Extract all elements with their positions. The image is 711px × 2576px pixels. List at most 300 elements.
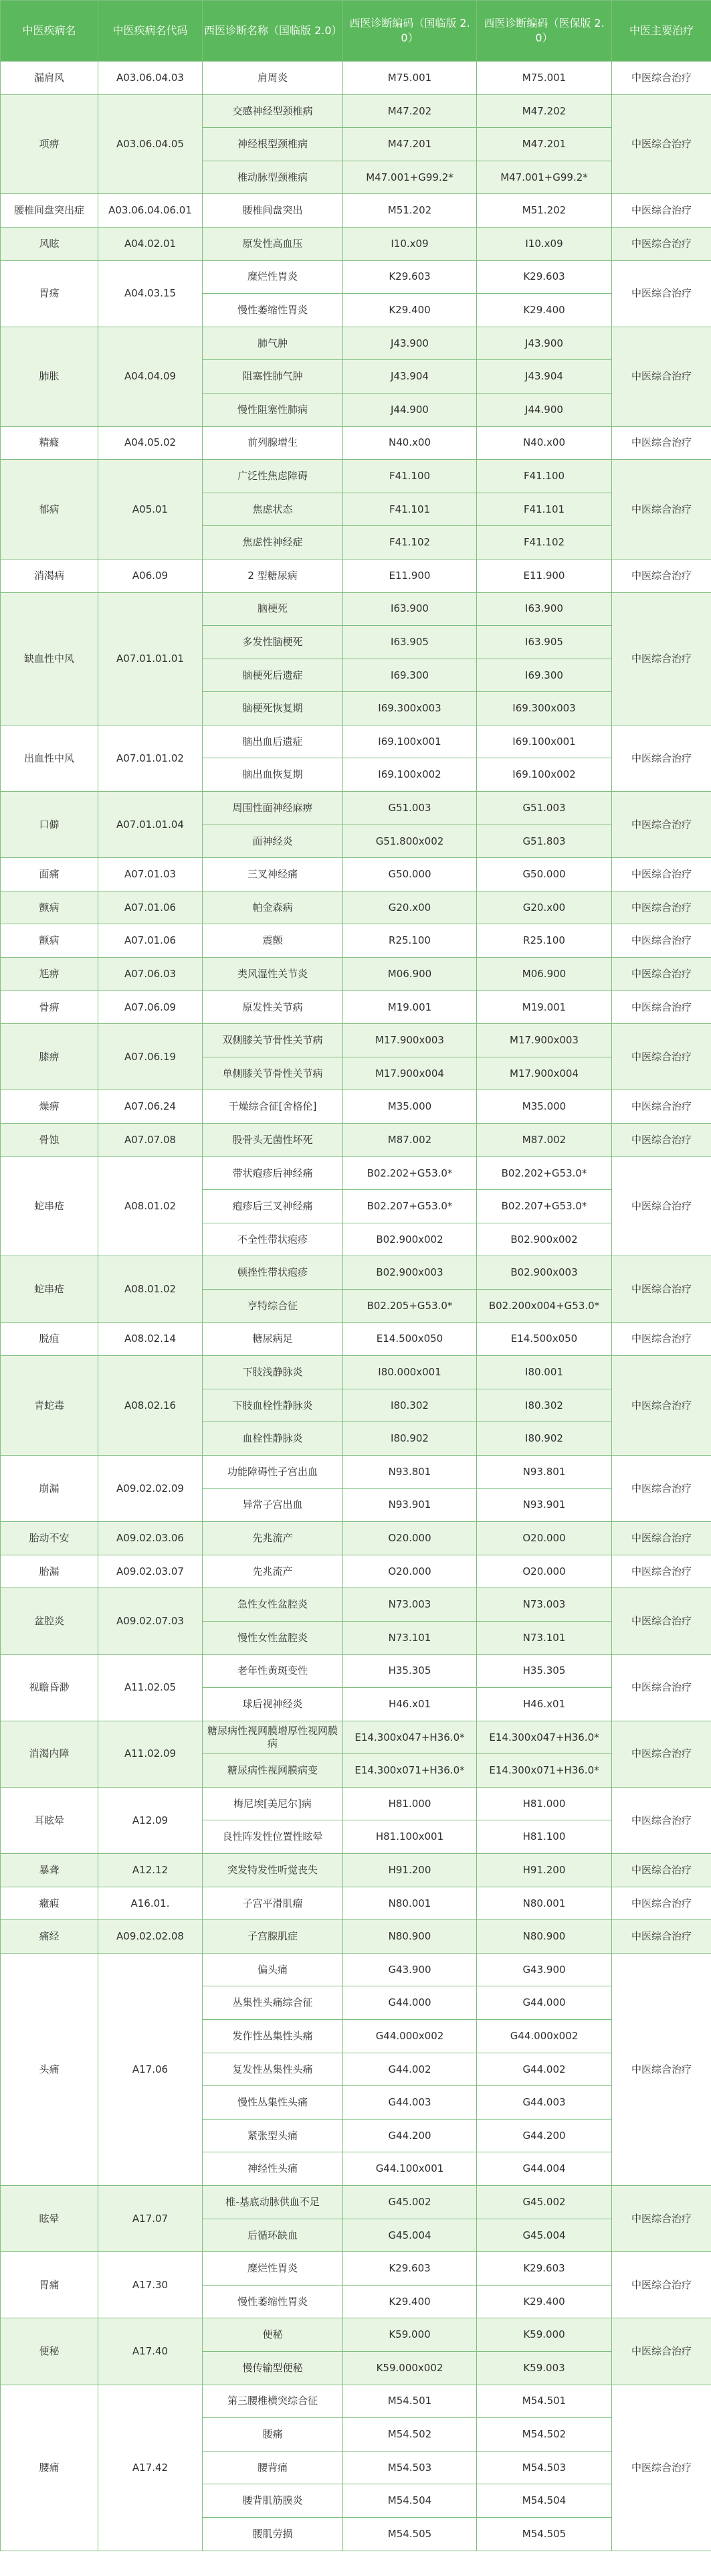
table-row — [1, 924, 711, 958]
western-diagnosis-name-cell: 梅尼埃[美尼尔]病 — [203, 1787, 343, 1820]
main-treatment-cell: 中医综合治疗 — [612, 1090, 711, 1124]
table-row — [1, 792, 711, 825]
western-code-insurance-cell: M54.505 — [477, 2517, 612, 2551]
western-code-insurance-cell: R25.100 — [477, 924, 612, 958]
western-diagnosis-name-cell: 慢性萎缩性胃炎 — [203, 294, 343, 327]
western-code-insurance-cell: I69.300 — [477, 659, 612, 692]
western-code-national-cell: I69.300 — [343, 659, 477, 692]
tcm-disease-code-cell: A17.40 — [98, 2318, 203, 2385]
tcm-disease-code-cell: A07.01.01.04 — [98, 792, 203, 858]
tcm-disease-name-cell: 青蛇毒 — [1, 1356, 98, 1456]
western-diagnosis-name-cell: 慢性萎缩性胃炎 — [203, 2285, 343, 2318]
tcm-disease-code-cell: A11.02.05 — [98, 1654, 203, 1721]
western-diagnosis-name-cell: 顿挫性带状疱疹 — [203, 1256, 343, 1290]
main-treatment-cell: 中医综合治疗 — [612, 1256, 711, 1322]
tcm-disease-name-cell: 腰痛 — [1, 2385, 98, 2551]
tcm-disease-code-cell: A07.01.06 — [98, 891, 203, 924]
western-code-insurance-cell: B02.900x003 — [477, 1256, 612, 1290]
western-diagnosis-name-cell: 不全性带状疱疹 — [203, 1223, 343, 1256]
western-code-insurance-cell: I80.302 — [477, 1389, 612, 1422]
western-code-national-cell: G51.800x002 — [343, 825, 477, 858]
tcm-disease-code-cell: A17.42 — [98, 2385, 203, 2551]
western-diagnosis-name-cell: 类风湿性关节炎 — [203, 958, 343, 991]
western-code-insurance-cell: K29.400 — [477, 2285, 612, 2318]
tcm-disease-code-cell: A04.04.09 — [98, 327, 203, 426]
main-treatment-cell: 中医综合治疗 — [612, 958, 711, 991]
western-code-insurance-cell: F41.100 — [477, 460, 612, 493]
western-code-insurance-cell: M54.501 — [477, 2385, 612, 2418]
table-header-row — [1, 1, 711, 62]
tcm-disease-name-cell: 盆腔炎 — [1, 1588, 98, 1654]
tcm-disease-name-cell: 脱疽 — [1, 1322, 98, 1356]
western-code-national-cell: N73.101 — [343, 1621, 477, 1654]
tcm-disease-code-cell: A07.06.24 — [98, 1090, 203, 1124]
table-row — [1, 426, 711, 460]
table-row — [1, 1887, 711, 1920]
tcm-disease-name-cell: 视瞻昏渺 — [1, 1654, 98, 1721]
western-code-national-cell: G43.900 — [343, 1953, 477, 1986]
western-diagnosis-name-cell: 子宫平滑肌瘤 — [203, 1887, 343, 1920]
western-diagnosis-name-cell: 下肢血栓性静脉炎 — [203, 1389, 343, 1422]
western-code-insurance-cell: M47.202 — [477, 94, 612, 128]
western-code-insurance-cell: M47.201 — [477, 128, 612, 161]
main-treatment-cell: 中医综合治疗 — [612, 260, 711, 327]
western-code-national-cell: I63.900 — [343, 592, 477, 626]
western-code-insurance-cell: K29.603 — [477, 260, 612, 294]
tcm-disease-name-cell: 痛经 — [1, 1920, 98, 1954]
table-row — [1, 592, 711, 626]
western-code-national-cell: B02.207+G53.0* — [343, 1190, 477, 1223]
western-code-insurance-cell: J43.900 — [477, 327, 612, 360]
western-code-insurance-cell: H91.200 — [477, 1854, 612, 1887]
western-code-insurance-cell: K29.603 — [477, 2252, 612, 2286]
western-code-insurance-cell: F41.101 — [477, 493, 612, 526]
western-code-insurance-cell: B02.200x004+G53.0* — [477, 1289, 612, 1322]
western-code-insurance-cell: O20.000 — [477, 1522, 612, 1555]
table-row — [1, 62, 711, 95]
main-treatment-cell: 中医综合治疗 — [612, 1356, 711, 1456]
table-row — [1, 1090, 711, 1124]
western-code-national-cell: J43.904 — [343, 360, 477, 394]
tcm-disease-name-cell: 头痛 — [1, 1953, 98, 2185]
tcm-disease-code-cell: A09.02.02.09 — [98, 1455, 203, 1521]
western-diagnosis-name-cell: 血栓性静脉炎 — [203, 1422, 343, 1456]
western-code-insurance-cell: M17.900x003 — [477, 1024, 612, 1057]
tcm-disease-code-cell: A07.06.09 — [98, 991, 203, 1024]
western-code-national-cell: F41.101 — [343, 493, 477, 526]
western-code-insurance-cell: J44.900 — [477, 393, 612, 426]
tcm-disease-name-cell: 郁病 — [1, 460, 98, 560]
western-code-national-cell: G50.000 — [343, 858, 477, 891]
header-tcm-disease-name: 中医疾病名 — [1, 1, 98, 62]
western-code-insurance-cell: G44.003 — [477, 2086, 612, 2120]
main-treatment-cell: 中医综合治疗 — [612, 94, 711, 194]
western-code-national-cell: M54.501 — [343, 2385, 477, 2418]
table-row — [1, 327, 711, 360]
western-code-national-cell: M47.001+G99.2* — [343, 161, 477, 194]
western-code-insurance-cell: K59.000 — [477, 2318, 612, 2352]
tcm-disease-code-cell: A16.01. — [98, 1887, 203, 1920]
western-diagnosis-name-cell: 原发性高血压 — [203, 227, 343, 260]
western-code-national-cell: K59.000 — [343, 2318, 477, 2352]
western-code-insurance-cell: G44.000 — [477, 1986, 612, 2020]
western-diagnosis-name-cell: 糖尿病性视网膜增厚性视网膜病 — [203, 1721, 343, 1754]
table-row — [1, 227, 711, 260]
western-code-national-cell: G44.200 — [343, 2119, 477, 2152]
table-row — [1, 559, 711, 592]
table-row — [1, 2318, 711, 2352]
western-code-insurance-cell: M87.002 — [477, 1124, 612, 1157]
western-diagnosis-name-cell: 椎动脉型颈椎病 — [203, 161, 343, 194]
western-code-national-cell: M47.201 — [343, 128, 477, 161]
western-diagnosis-name-cell: 股骨头无菌性坏死 — [203, 1124, 343, 1157]
western-code-national-cell: I80.902 — [343, 1422, 477, 1456]
table-row — [1, 1588, 711, 1622]
western-code-national-cell: G51.003 — [343, 792, 477, 825]
western-code-national-cell: H81.100x001 — [343, 1820, 477, 1854]
western-code-national-cell: N80.001 — [343, 1887, 477, 1920]
western-code-insurance-cell: B02.900x002 — [477, 1223, 612, 1256]
main-treatment-cell: 中医综合治疗 — [612, 924, 711, 958]
main-treatment-cell: 中医综合治疗 — [612, 1124, 711, 1157]
tcm-disease-code-cell: A12.09 — [98, 1787, 203, 1853]
western-diagnosis-name-cell: 2 型糖尿病 — [203, 559, 343, 592]
western-diagnosis-name-cell: 糜烂性胃炎 — [203, 2252, 343, 2286]
western-code-national-cell: M54.502 — [343, 2418, 477, 2452]
main-treatment-cell: 中医综合治疗 — [612, 2252, 711, 2318]
western-code-national-cell: B02.900x002 — [343, 1223, 477, 1256]
western-diagnosis-name-cell: 糜烂性胃炎 — [203, 260, 343, 294]
western-code-insurance-cell: F41.102 — [477, 526, 612, 560]
western-code-insurance-cell: M51.202 — [477, 194, 612, 228]
western-diagnosis-name-cell: 双侧膝关节骨性关节病 — [203, 1024, 343, 1057]
table-row — [1, 958, 711, 991]
western-code-national-cell: E14.300x047+H36.0* — [343, 1721, 477, 1754]
western-diagnosis-name-cell: 便秘 — [203, 2318, 343, 2352]
tcm-disease-name-cell: 出血性中风 — [1, 725, 98, 791]
tcm-disease-name-cell: 漏肩风 — [1, 62, 98, 95]
western-code-national-cell: N93.901 — [343, 1488, 477, 1522]
western-code-insurance-cell: E11.900 — [477, 559, 612, 592]
main-treatment-cell: 中医综合治疗 — [612, 426, 711, 460]
table-row — [1, 460, 711, 493]
western-diagnosis-name-cell: 功能障碍性子宫出血 — [203, 1455, 343, 1488]
tcm-disease-code-cell: A07.07.08 — [98, 1124, 203, 1157]
header-main-treatment: 中医主要治疗 — [612, 1, 711, 62]
tcm-disease-code-cell: A07.01.01.01 — [98, 592, 203, 725]
western-diagnosis-name-cell: 子宫腺肌症 — [203, 1920, 343, 1954]
western-code-national-cell: O20.000 — [343, 1522, 477, 1555]
western-diagnosis-name-cell: 震颤 — [203, 924, 343, 958]
tcm-disease-name-cell: 尪痹 — [1, 958, 98, 991]
western-code-insurance-cell: M35.000 — [477, 1090, 612, 1124]
western-code-insurance-cell: M54.503 — [477, 2451, 612, 2484]
western-code-national-cell: I69.300x003 — [343, 692, 477, 725]
tcm-disease-code-cell: A17.06 — [98, 1953, 203, 2185]
western-code-national-cell: I69.100x001 — [343, 725, 477, 758]
main-treatment-cell: 中医综合治疗 — [612, 1024, 711, 1090]
western-code-insurance-cell: K59.003 — [477, 2351, 612, 2385]
tcm-disease-code-cell: A09.02.03.07 — [98, 1555, 203, 1588]
western-code-national-cell: M54.503 — [343, 2451, 477, 2484]
western-diagnosis-name-cell: 腰痛 — [203, 2418, 343, 2452]
main-treatment-cell: 中医综合治疗 — [612, 1156, 711, 1256]
table-row — [1, 1920, 711, 1954]
main-treatment-cell: 中医综合治疗 — [612, 1654, 711, 1721]
tcm-disease-code-cell: A07.06.19 — [98, 1024, 203, 1090]
western-diagnosis-name-cell: 前列腺增生 — [203, 426, 343, 460]
western-diagnosis-name-cell: 帕金森病 — [203, 891, 343, 924]
western-code-national-cell: G45.002 — [343, 2186, 477, 2219]
western-diagnosis-name-cell: 糖尿病足 — [203, 1322, 343, 1356]
western-code-national-cell: I80.000x001 — [343, 1356, 477, 1389]
western-diagnosis-name-cell: 肺气肿 — [203, 327, 343, 360]
western-code-insurance-cell: G45.004 — [477, 2219, 612, 2252]
western-code-national-cell: H91.200 — [343, 1854, 477, 1887]
western-diagnosis-name-cell: 阻塞性肺气肿 — [203, 360, 343, 394]
western-code-insurance-cell: N80.900 — [477, 1920, 612, 1954]
table-row — [1, 1322, 711, 1356]
western-code-national-cell: M35.000 — [343, 1090, 477, 1124]
western-diagnosis-name-cell: 腰椎间盘突出 — [203, 194, 343, 228]
main-treatment-cell: 中医综合治疗 — [612, 2318, 711, 2385]
western-code-national-cell: G44.000x002 — [343, 2020, 477, 2053]
western-code-insurance-cell: J43.904 — [477, 360, 612, 394]
western-diagnosis-name-cell: 脑出血恢复期 — [203, 758, 343, 792]
western-code-insurance-cell: E14.300x071+H36.0* — [477, 1754, 612, 1788]
western-code-national-cell: G44.003 — [343, 2086, 477, 2120]
tcm-disease-code-cell: A03.06.04.05 — [98, 94, 203, 194]
tcm-disease-name-cell: 腰椎间盘突出症 — [1, 194, 98, 228]
main-treatment-cell: 中医综合治疗 — [612, 1887, 711, 1920]
western-diagnosis-name-cell: 腰背肌筋膜炎 — [203, 2484, 343, 2518]
western-code-insurance-cell: G51.803 — [477, 825, 612, 858]
tcm-disease-name-cell: 耳眩晕 — [1, 1787, 98, 1853]
western-diagnosis-name-cell: 偏头痛 — [203, 1953, 343, 1986]
western-code-national-cell: N40.x00 — [343, 426, 477, 460]
western-diagnosis-name-cell: 老年性黄斑变性 — [203, 1654, 343, 1688]
western-code-insurance-cell: B02.202+G53.0* — [477, 1156, 612, 1190]
tcm-disease-code-cell: A04.03.15 — [98, 260, 203, 327]
table-row — [1, 194, 711, 228]
western-diagnosis-name-cell: 周围性面神经麻痹 — [203, 792, 343, 825]
western-code-insurance-cell: N93.801 — [477, 1455, 612, 1488]
tcm-disease-name-cell: 肺胀 — [1, 327, 98, 426]
western-code-national-cell: I69.100x002 — [343, 758, 477, 792]
western-code-national-cell: K59.000x002 — [343, 2351, 477, 2385]
western-code-insurance-cell: I69.300x003 — [477, 692, 612, 725]
table-row — [1, 1854, 711, 1887]
tcm-disease-name-cell: 项痹 — [1, 94, 98, 194]
table-row — [1, 1455, 711, 1488]
western-diagnosis-name-cell: 慢性阻塞性肺病 — [203, 393, 343, 426]
tcm-disease-name-cell: 骨蚀 — [1, 1124, 98, 1157]
western-code-national-cell: B02.202+G53.0* — [343, 1156, 477, 1190]
western-code-national-cell: G20.x00 — [343, 891, 477, 924]
main-treatment-cell: 中医综合治疗 — [612, 559, 711, 592]
western-diagnosis-name-cell: 紧张型头痛 — [203, 2119, 343, 2152]
main-treatment-cell: 中医综合治疗 — [612, 1322, 711, 1356]
main-treatment-cell: 中医综合治疗 — [612, 1588, 711, 1654]
western-code-national-cell: M19.001 — [343, 991, 477, 1024]
western-diagnosis-name-cell: 神经性头痛 — [203, 2152, 343, 2186]
tcm-disease-name-cell: 消渴内障 — [1, 1721, 98, 1787]
table-row — [1, 1024, 711, 1057]
western-diagnosis-name-cell: 干燥综合征[舍格伦] — [203, 1090, 343, 1124]
western-code-national-cell: I80.302 — [343, 1389, 477, 1422]
western-code-national-cell: K29.603 — [343, 260, 477, 294]
western-code-national-cell: M54.504 — [343, 2484, 477, 2518]
main-treatment-cell: 中医综合治疗 — [612, 2186, 711, 2252]
western-diagnosis-name-cell: 丛集性头痛综合征 — [203, 1986, 343, 2020]
western-diagnosis-name-cell: 多发性脑梗死 — [203, 626, 343, 659]
main-treatment-cell: 中医综合治疗 — [612, 194, 711, 228]
western-diagnosis-name-cell: 焦虑状态 — [203, 493, 343, 526]
tcm-disease-name-cell: 颤病 — [1, 924, 98, 958]
western-code-insurance-cell: H81.100 — [477, 1820, 612, 1854]
western-diagnosis-name-cell: 脑梗死 — [203, 592, 343, 626]
tcm-disease-code-cell: A08.02.14 — [98, 1322, 203, 1356]
tcm-disease-code-cell: A03.06.04.03 — [98, 62, 203, 95]
western-code-national-cell: G44.002 — [343, 2053, 477, 2086]
tcm-disease-name-cell: 风眩 — [1, 227, 98, 260]
main-treatment-cell: 中医综合治疗 — [612, 327, 711, 426]
western-diagnosis-name-cell: 良性阵发性位置性眩晕 — [203, 1820, 343, 1854]
western-code-national-cell: G45.004 — [343, 2219, 477, 2252]
western-code-national-cell: M17.900x003 — [343, 1024, 477, 1057]
tcm-disease-code-cell: A17.07 — [98, 2186, 203, 2252]
western-code-national-cell: F41.102 — [343, 526, 477, 560]
main-treatment-cell: 中医综合治疗 — [612, 227, 711, 260]
western-code-insurance-cell: H81.000 — [477, 1787, 612, 1820]
tcm-disease-code-cell: A07.01.06 — [98, 924, 203, 958]
western-code-insurance-cell: M47.001+G99.2* — [477, 161, 612, 194]
table-row — [1, 94, 711, 128]
western-code-insurance-cell: G44.004 — [477, 2152, 612, 2186]
western-diagnosis-name-cell: 原发性关节病 — [203, 991, 343, 1024]
western-code-national-cell: B02.205+G53.0* — [343, 1289, 477, 1322]
tcm-disease-name-cell: 膝痹 — [1, 1024, 98, 1090]
tcm-disease-name-cell: 便秘 — [1, 2318, 98, 2385]
western-code-insurance-cell: G20.x00 — [477, 891, 612, 924]
main-treatment-cell: 中医综合治疗 — [612, 1920, 711, 1954]
western-code-national-cell: H46.x01 — [343, 1688, 477, 1721]
tcm-disease-code-cell: A09.02.07.03 — [98, 1588, 203, 1654]
western-code-insurance-cell: I69.100x001 — [477, 725, 612, 758]
header-western-code-national: 西医诊断编码（国临版 2.0） — [343, 1, 477, 62]
western-code-national-cell: N93.801 — [343, 1455, 477, 1488]
western-diagnosis-name-cell: 腰肌劳损 — [203, 2517, 343, 2551]
western-code-insurance-cell: N80.001 — [477, 1887, 612, 1920]
tcm-disease-name-cell: 暴聋 — [1, 1854, 98, 1887]
tcm-disease-name-cell: 眩晕 — [1, 2186, 98, 2252]
western-diagnosis-name-cell: 肩周炎 — [203, 62, 343, 95]
table-row — [1, 1787, 711, 1820]
western-diagnosis-name-cell: 复发性丛集性头痛 — [203, 2053, 343, 2086]
tcm-disease-name-cell: 崩漏 — [1, 1455, 98, 1521]
western-diagnosis-name-cell: 带状疱疹后神经痛 — [203, 1156, 343, 1190]
western-code-insurance-cell: I63.905 — [477, 626, 612, 659]
western-code-insurance-cell: E14.300x047+H36.0* — [477, 1721, 612, 1754]
western-code-national-cell: E11.900 — [343, 559, 477, 592]
western-code-national-cell: N73.003 — [343, 1588, 477, 1622]
tcm-disease-name-cell: 胃疡 — [1, 260, 98, 327]
western-code-insurance-cell: I63.900 — [477, 592, 612, 626]
table-row — [1, 260, 711, 294]
tcm-disease-name-cell: 胃痛 — [1, 2252, 98, 2318]
western-code-national-cell: E14.300x071+H36.0* — [343, 1754, 477, 1788]
tcm-disease-name-cell: 蛇串疮 — [1, 1256, 98, 1322]
tcm-disease-code-cell: A06.09 — [98, 559, 203, 592]
table-row — [1, 1356, 711, 1389]
main-treatment-cell: 中医综合治疗 — [612, 62, 711, 95]
tcm-disease-name-cell: 胎动不安 — [1, 1522, 98, 1555]
western-diagnosis-name-cell: 慢传输型便秘 — [203, 2351, 343, 2385]
western-code-insurance-cell: N40.x00 — [477, 426, 612, 460]
main-treatment-cell: 中医综合治疗 — [612, 592, 711, 725]
tcm-disease-code-cell: A08.02.16 — [98, 1356, 203, 1456]
table-row — [1, 2252, 711, 2286]
western-code-national-cell: J43.900 — [343, 327, 477, 360]
table-row — [1, 1156, 711, 1190]
western-code-insurance-cell: K29.400 — [477, 294, 612, 327]
main-treatment-cell: 中医综合治疗 — [612, 1854, 711, 1887]
tcm-disease-name-cell: 骨痹 — [1, 991, 98, 1024]
table-row — [1, 891, 711, 924]
western-diagnosis-name-cell: 突发特发性听觉丧失 — [203, 1854, 343, 1887]
tcm-disease-code-cell: A11.02.09 — [98, 1721, 203, 1787]
western-code-insurance-cell: G51.003 — [477, 792, 612, 825]
western-code-insurance-cell: I80.001 — [477, 1356, 612, 1389]
tcm-disease-code-cell: A04.05.02 — [98, 426, 203, 460]
western-code-insurance-cell: M54.502 — [477, 2418, 612, 2452]
table-row — [1, 991, 711, 1024]
western-diagnosis-name-cell: 单侧膝关节骨性关节病 — [203, 1057, 343, 1090]
western-code-national-cell: E14.500x050 — [343, 1322, 477, 1356]
main-treatment-cell: 中医综合治疗 — [612, 460, 711, 560]
tcm-disease-name-cell: 癥瘕 — [1, 1887, 98, 1920]
western-code-insurance-cell: I10.x09 — [477, 227, 612, 260]
western-code-insurance-cell: N73.101 — [477, 1621, 612, 1654]
table-row — [1, 1522, 711, 1555]
main-treatment-cell: 中医综合治疗 — [612, 1953, 711, 2185]
western-code-insurance-cell: N93.901 — [477, 1488, 612, 1522]
tcm-disease-code-cell: A17.30 — [98, 2252, 203, 2318]
western-code-national-cell: J44.900 — [343, 393, 477, 426]
main-treatment-cell: 中医综合治疗 — [612, 1721, 711, 1787]
western-diagnosis-name-cell: 焦虑性神经症 — [203, 526, 343, 560]
table-row — [1, 1555, 711, 1588]
western-diagnosis-name-cell: 椎-基底动脉供血不足 — [203, 2186, 343, 2219]
western-code-national-cell: M87.002 — [343, 1124, 477, 1157]
western-diagnosis-name-cell: 交感神经型颈椎病 — [203, 94, 343, 128]
tcm-disease-code-cell: A05.01 — [98, 460, 203, 560]
header-western-diagnosis-name: 西医诊断名称（国临版 2.0） — [203, 1, 343, 62]
table-row — [1, 2385, 711, 2418]
header-western-code-insurance: 西医诊断编码（医保版 2.0） — [477, 1, 612, 62]
western-diagnosis-name-cell: 异常子宫出血 — [203, 1488, 343, 1522]
western-diagnosis-name-cell: 腰背痛 — [203, 2451, 343, 2484]
main-treatment-cell: 中医综合治疗 — [612, 1455, 711, 1521]
tcm-disease-name-cell: 口僻 — [1, 792, 98, 858]
main-treatment-cell: 中医综合治疗 — [612, 792, 711, 858]
tcm-disease-code-cell: A12.12 — [98, 1854, 203, 1887]
tcm-disease-name-cell: 面痛 — [1, 858, 98, 891]
table-body — [1, 62, 711, 2551]
western-code-insurance-cell: M17.900x004 — [477, 1057, 612, 1090]
western-code-national-cell: K29.400 — [343, 294, 477, 327]
western-diagnosis-name-cell: 球后视神经炎 — [203, 1688, 343, 1721]
